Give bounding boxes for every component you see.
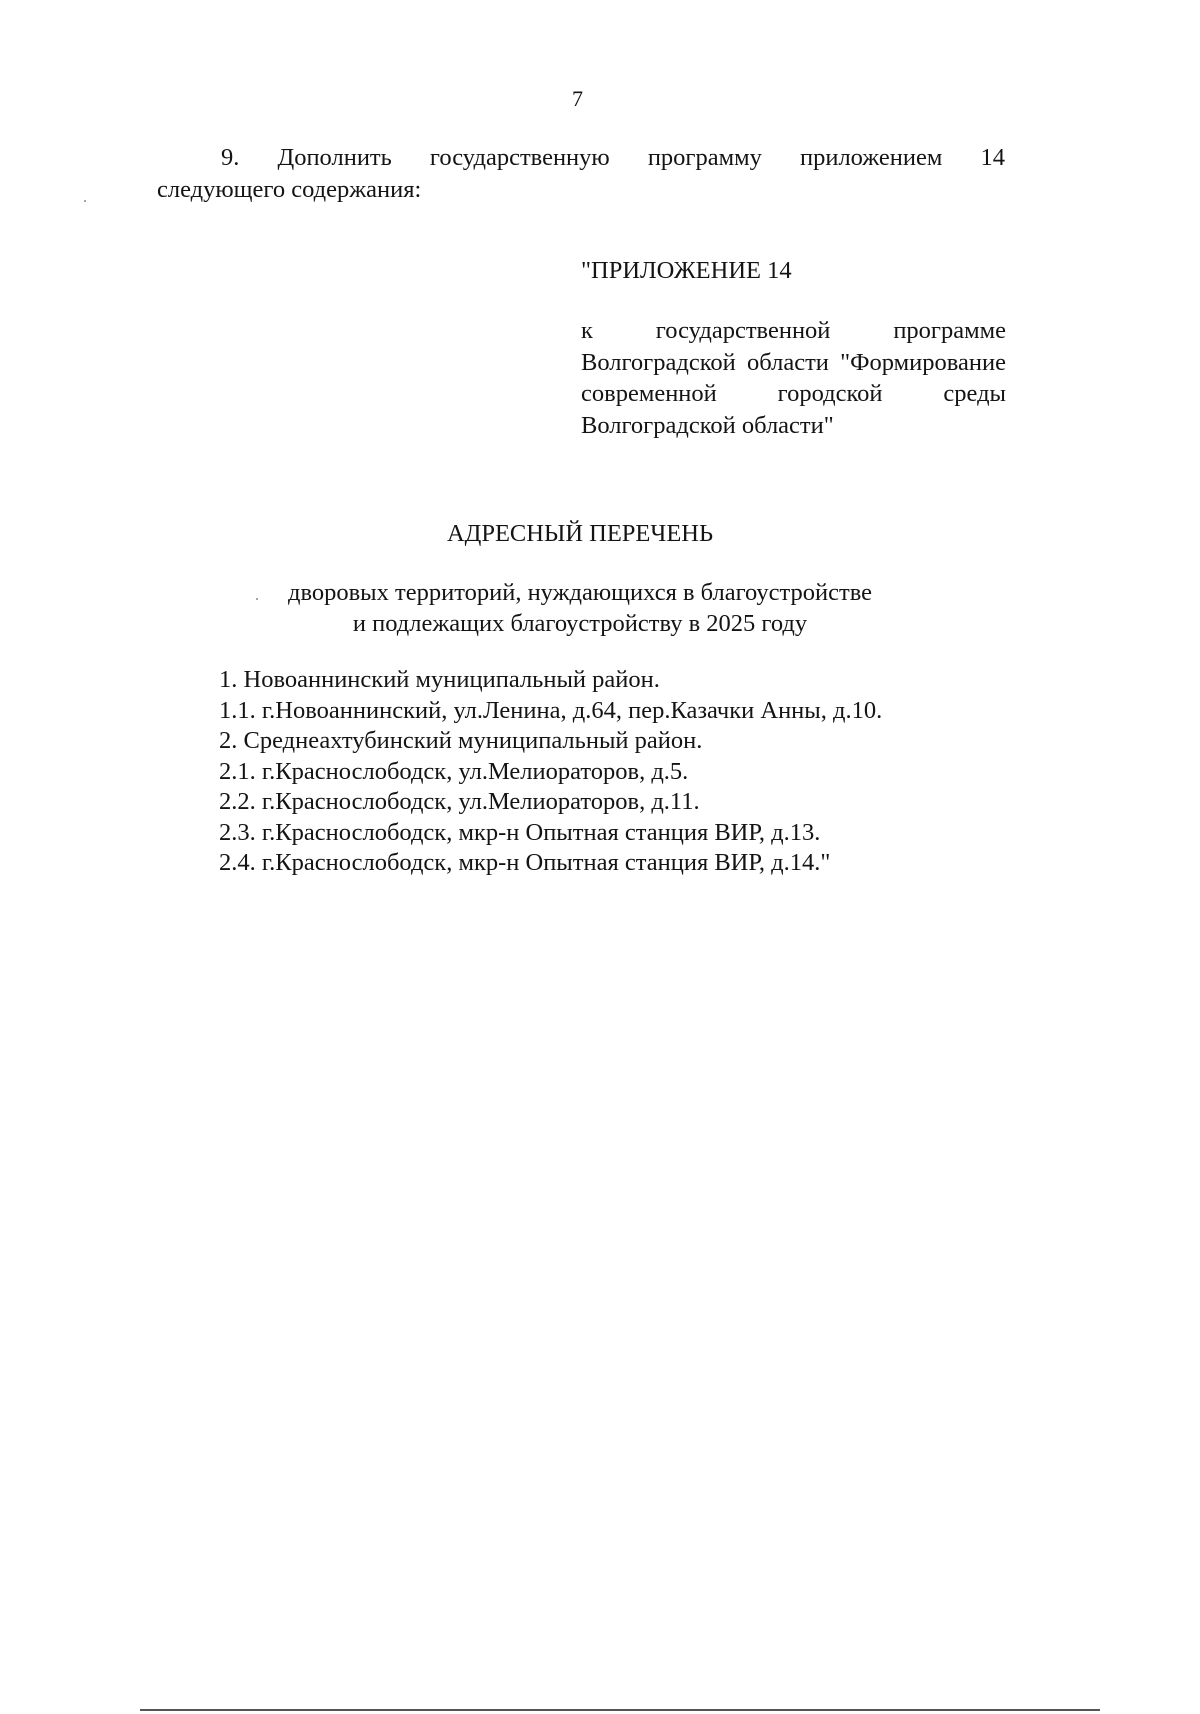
subheading-line-2: и подлежащих благоустройству в 2025 году (352, 610, 808, 637)
document-subheading (0, 577, 1160, 639)
intro-line-2: следующего содержания: (157, 176, 422, 203)
appendix-reference: к государственной программе Волгоградской области "Формирование современной городской среды Волгоградской области" (581, 317, 1006, 439)
scan-edge-line (140, 1709, 1100, 1711)
scan-speck (256, 598, 258, 600)
list-item: 2.4. г.Краснослободск, мкр-н Опытная станция ВИР, д.14." (219, 849, 831, 876)
page-number: 7 (572, 86, 583, 111)
list-item: 2.3. г.Краснослободск, мкр-н Опытная станция ВИР, д.13. (219, 818, 821, 846)
intro-line-1: 9. Дополнить государственную программу приложением 14 (221, 144, 1005, 171)
list-item: 1. Новоаннинский муниципальный район. (219, 666, 660, 693)
address-list (219, 665, 882, 879)
intro-paragraph (157, 142, 1005, 206)
list-item: 2.1. г.Краснослободск, ул.Мелиораторов, д.5. (219, 757, 689, 785)
subheading-line-1: дворовых территорий, нуждающихся в благоустройстве (288, 579, 872, 606)
list-item: 1.1. г.Новоаннинский, ул.Ленина, д.64, пер.Казачки Анны, д.10. (219, 696, 883, 724)
scan-speck (84, 200, 86, 202)
list-item: 2. Среднеахтубинский муниципальный район. (219, 727, 703, 754)
appendix-title: "ПРИЛОЖЕНИЕ 14 (581, 257, 792, 284)
list-item: 2.2. г.Краснослободск, ул.Мелиораторов, д.11. (219, 788, 700, 815)
document-heading: АДРЕСНЫЙ ПЕРЕЧЕНЬ (446, 520, 714, 547)
